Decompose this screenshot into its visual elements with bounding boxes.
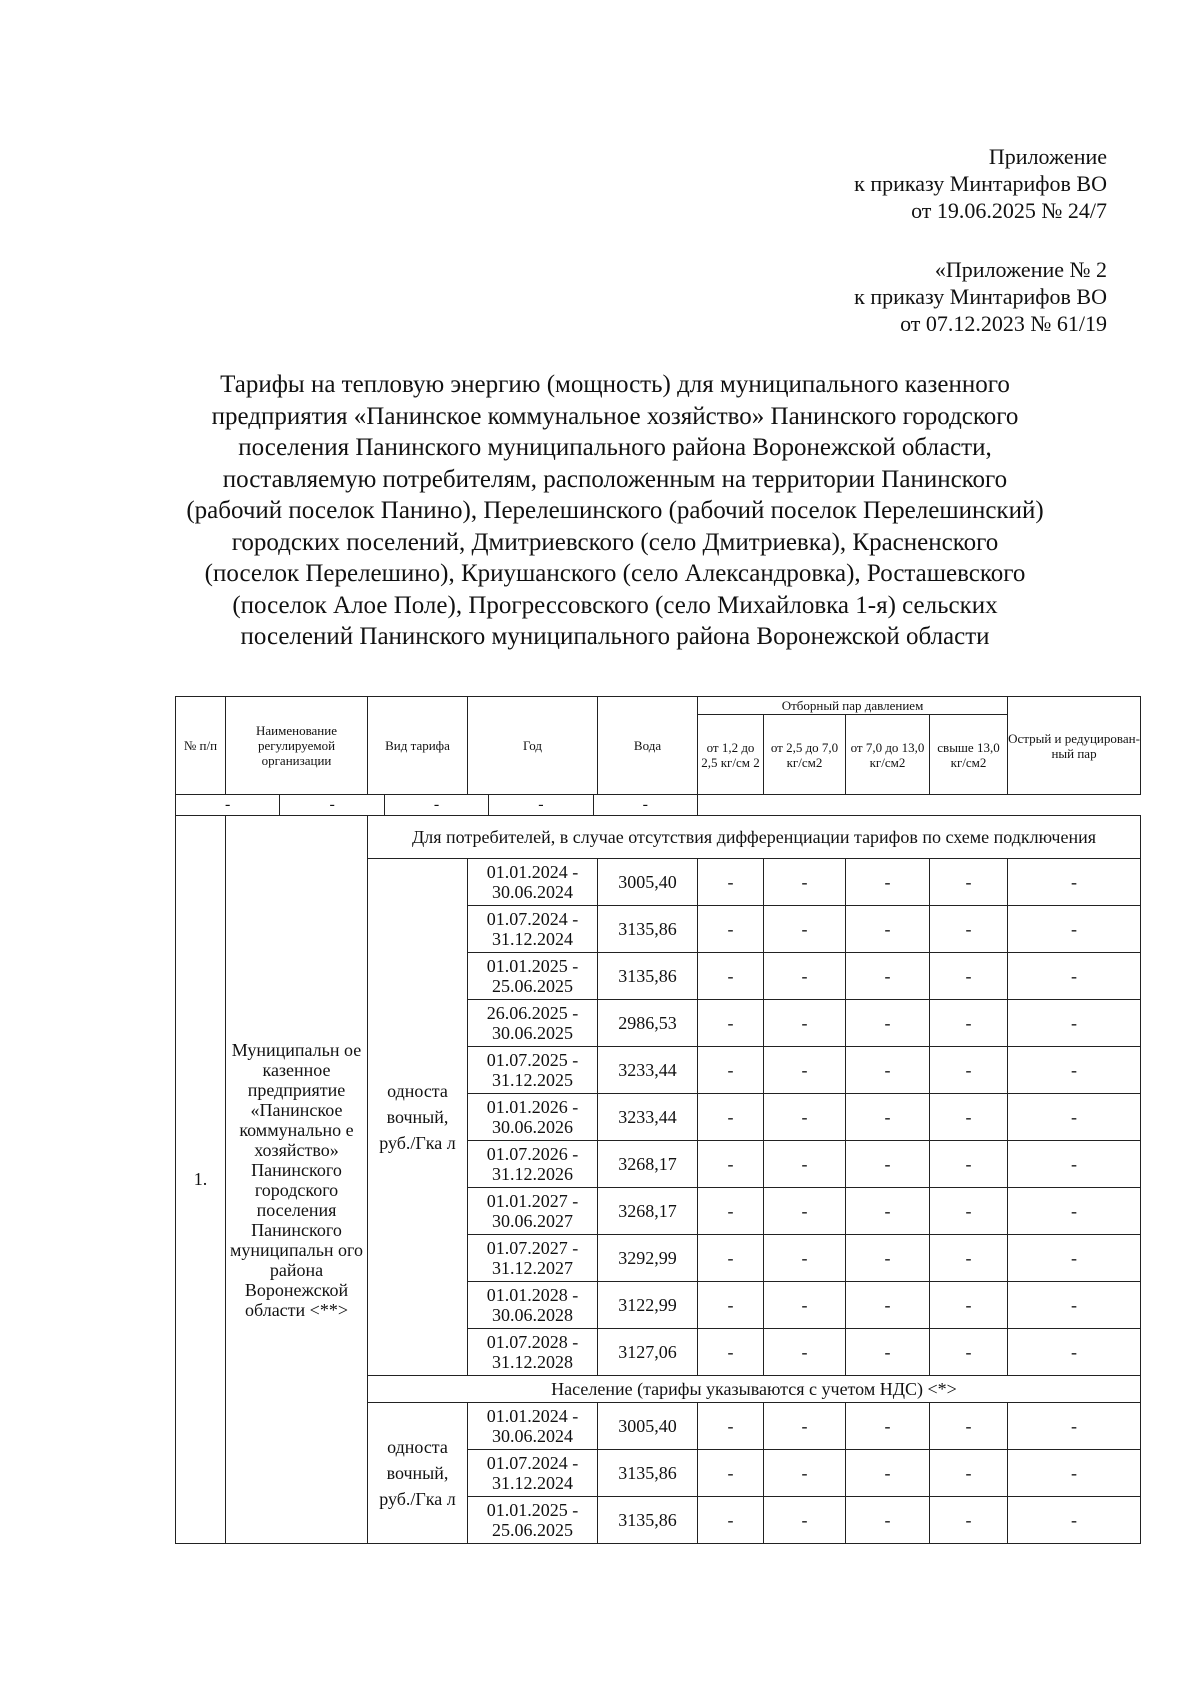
period-cell: 01.07.2027 - 31.12.2027 [468,1235,598,1282]
value-p3: - [846,1282,930,1329]
title-line: поселения Панинского муниципального района Воронежской области, [238,434,992,461]
value-p1: - [698,1141,764,1188]
value-p3: - [846,1047,930,1094]
value-p1: - [698,906,764,953]
value-p1: - [698,1235,764,1282]
value-sharp: - [1008,1329,1141,1376]
value-p3: - [846,1094,930,1141]
title-line: (поселок Перелешино), Криушанского (село Александровка), Росташевского [204,560,1026,587]
water-value: 3005,40 [598,1403,698,1450]
value-p3: - [846,1450,930,1497]
header-sharp: Острый и редуцирован-ный пар [1008,697,1141,795]
mini-dash: - [176,795,280,815]
title-line: городских поселений, Дмитриевского (село Дмитриевка), Красненского [231,528,999,556]
value-p2: - [764,1450,846,1497]
water-value: 3135,86 [598,953,698,1000]
title-line: поселений Панинского муниципального района Воронежской области [240,623,990,650]
value-p1: - [698,1450,764,1497]
annex2-line: «Приложение № 2 [934,257,1107,282]
value-sharp: - [1008,1000,1141,1047]
value-p3: - [846,1497,930,1544]
tariff-type: односта вочный, руб./Гка л [368,859,468,1376]
value-sharp: - [1008,859,1141,906]
value-p1: - [698,1000,764,1047]
water-value: 3122,99 [598,1282,698,1329]
value-p1: - [698,1403,764,1450]
value-p4: - [930,953,1008,1000]
value-p3: - [846,953,930,1000]
value-p2: - [764,1047,846,1094]
value-sharp: - [1008,1403,1141,1450]
value-p4: - [930,1450,1008,1497]
value-sharp: - [1008,1450,1141,1497]
header-water: Вода [598,697,698,795]
value-p3: - [846,1188,930,1235]
period-cell: 01.01.2027 - 30.06.2027 [468,1188,598,1235]
value-p2: - [764,906,846,953]
header-p2: от 2,5 до 7,0 кг/см2 [764,715,846,795]
water-value: 3135,86 [598,906,698,953]
value-sharp: - [1008,1188,1141,1235]
period-cell: 01.07.2024 - 31.12.2024 [468,906,598,953]
water-value: 3233,44 [598,1094,698,1141]
mini-dash: - [280,795,384,815]
value-p1: - [698,1188,764,1235]
water-value: 3135,86 [598,1497,698,1544]
value-p2: - [764,1141,846,1188]
period-cell: 01.07.2028 - 31.12.2028 [468,1329,598,1376]
water-value: 3233,44 [598,1047,698,1094]
value-p2: - [764,1282,846,1329]
value-sharp: - [1008,1497,1141,1544]
header-p1: от 1,2 до 2,5 кг/см 2 [698,715,764,795]
value-p4: - [930,1282,1008,1329]
value-p2: - [764,1235,846,1282]
value-p2: - [764,953,846,1000]
value-sharp: - [1008,906,1141,953]
value-p1: - [698,1497,764,1544]
water-value: 2986,53 [598,1000,698,1047]
water-value: 3005,40 [598,859,698,906]
annex-header [854,143,1107,224]
header-num: № п/п [176,697,226,795]
header-year: Год [468,697,598,795]
mini-dash: - [642,796,648,813]
header-org: Наименование регулируемой организации [226,697,368,795]
value-p1: - [698,1282,764,1329]
value-p2: - [764,1497,846,1544]
water-value: 3135,86 [598,1450,698,1497]
tariff-table [175,696,1141,1544]
value-p1: - [698,1329,764,1376]
tariff-type: односта вочный, руб./Гка л [368,1403,468,1544]
value-p1: - [698,953,764,1000]
period-cell: 01.01.2026 - 30.06.2026 [468,1094,598,1141]
water-value: 3292,99 [598,1235,698,1282]
title-line: поставляемую потребителям, расположенным на территории Панинского [222,465,1008,493]
document-title [150,369,1080,653]
title-line: предприятия «Панинское коммунальное хозяйство» Панинского городского [211,402,1019,430]
section-title: Для потребителей, в случае отсутствия дифференциации тарифов по схеме подключения [368,816,1141,859]
value-sharp: - [1008,1235,1141,1282]
period-cell: 01.01.2024 - 30.06.2024 [468,859,598,906]
value-p4: - [930,1497,1008,1544]
period-cell: 26.06.2025 - 30.06.2025 [468,1000,598,1047]
header-p3: от 7,0 до 13,0 кг/см2 [846,715,930,795]
value-p4: - [930,1329,1008,1376]
value-p1: - [698,859,764,906]
value-p4: - [930,1094,1008,1141]
value-p2: - [764,1329,846,1376]
value-p1: - [698,1094,764,1141]
value-p3: - [846,1141,930,1188]
value-sharp: - [1008,1141,1141,1188]
water-value: 3268,17 [598,1141,698,1188]
value-p4: - [930,1047,1008,1094]
period-cell: 01.07.2025 - 31.12.2025 [468,1047,598,1094]
mini-dash: - [489,795,593,815]
period-cell: 01.07.2026 - 31.12.2026 [468,1141,598,1188]
header-type: Вид тарифа [368,697,468,795]
value-p4: - [930,906,1008,953]
value-p2: - [764,1094,846,1141]
value-p3: - [846,1403,930,1450]
organization-name: Муниципальн ое казенное предприятие «Панинское коммунально е хозяйство» Панинского городского поселения Панинского муниципальн ого района Воронежской области <**> [226,816,368,1544]
period-cell: 01.01.2024 - 30.06.2024 [468,1403,598,1450]
value-p4: - [930,1141,1008,1188]
period-cell: 01.01.2025 - 25.06.2025 [468,953,598,1000]
value-p2: - [764,859,846,906]
water-value: 3268,17 [598,1188,698,1235]
value-sharp: - [1008,1047,1141,1094]
value-p2: - [764,1403,846,1450]
value-p4: - [930,1235,1008,1282]
mini-row [176,795,1141,816]
period-cell: 01.01.2028 - 30.06.2028 [468,1282,598,1329]
value-p2: - [764,1000,846,1047]
value-p2: - [764,1188,846,1235]
section-title: Население (тарифы указываются с учетом НДС) <*> [368,1376,1141,1403]
value-p4: - [930,1000,1008,1047]
title-line: (поселок Алое Поле), Прогрессовского (село Михайловка 1-я) сельских [232,591,998,619]
value-p3: - [846,1235,930,1282]
value-p3: - [846,859,930,906]
value-sharp: - [1008,1094,1141,1141]
value-p3: - [846,1000,930,1047]
title-line: (рабочий поселок Панино), Перелешинского (рабочий поселок Перелешинский) [186,497,1044,524]
annex2-line: от 07.12.2023 № 61/19 [900,311,1107,336]
annex-line: к приказу Минтарифов ВО [854,171,1107,196]
value-sharp: - [1008,953,1141,1000]
header-steam-group: Отборный пар давлением [698,697,1008,715]
water-value: 3127,06 [598,1329,698,1376]
value-sharp: - [1008,1282,1141,1329]
annex2-line: к приказу Минтарифов ВО [854,284,1107,309]
header-p4: свыше 13,0 кг/см2 [930,715,1008,795]
value-p1: - [698,1047,764,1094]
mini-dash: - [385,795,489,815]
annex-line: Приложение [988,144,1107,169]
value-p4: - [930,1188,1008,1235]
annex-line: от 19.06.2025 № 24/7 [911,198,1107,223]
value-p4: - [930,1403,1008,1450]
row-number: 1. [176,816,226,1544]
annex2-header [854,256,1107,337]
period-cell: 01.01.2025 - 25.06.2025 [468,1497,598,1544]
section-header-row [176,816,1141,859]
period-cell: 01.07.2024 - 31.12.2024 [468,1450,598,1497]
value-p3: - [846,906,930,953]
title-line: Тарифы на тепловую энергию (мощность) для муниципального казенного [220,371,1010,398]
value-p3: - [846,1329,930,1376]
value-p4: - [930,859,1008,906]
